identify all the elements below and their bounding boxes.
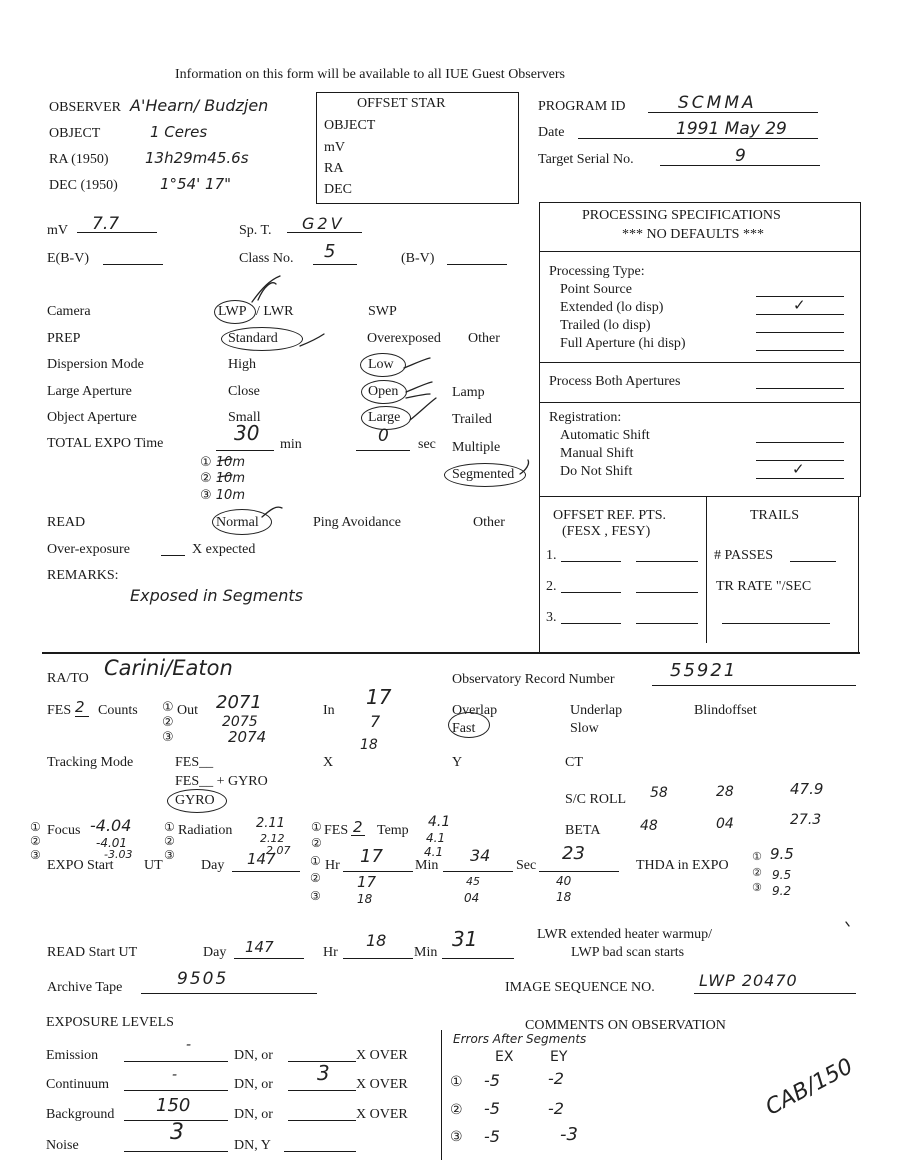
emission-dn-value: - [186,1037,192,1053]
tracking-gyro: GYRO [175,793,215,808]
image-seq-value: LWP 20470 [699,971,798,990]
expo-start-min-2: 45 [466,875,480,888]
object-label: OBJECT [49,126,101,141]
dispersion-label: Dispersion Mode [47,357,144,372]
remarks-value: Exposed in Segments [130,586,303,605]
focus-v1: -4.04 [90,816,132,835]
thda-v2: 9.5 [772,868,792,882]
radiation-label: Radiation [178,823,233,838]
emission-label: Emission [46,1048,99,1063]
expo-start-min-3: 04 [464,891,480,905]
expo-start-hr-label: Hr [325,858,340,873]
total-expo-sec-value: 0 [378,426,389,446]
obs-record-value: 55921 [670,660,738,681]
comments-r2-ex: -5 [484,1099,500,1118]
radiation-v3: 2.07 [266,844,291,857]
emission-dn-or: DN, or [234,1048,273,1063]
overlap-label: Overlap [452,703,498,718]
process-both-label: Process Both Apertures [549,374,681,389]
fes-count-circle-3: ③ [162,730,174,745]
image-seq-label: IMAGE SEQUENCE NO. [505,980,655,995]
blindoffset-label: Blindoffset [694,703,757,718]
focus-v3: -3.03 [104,848,133,861]
fes-count-circle-2: ② [162,715,174,730]
prep-overexposed: Overexposed [367,331,441,346]
expo-start-hr-1: 17 [360,846,383,867]
comments-ey: EY [550,1049,568,1065]
thda-label: THDA in EXPO [636,858,729,873]
continuum-x-value: 3 [317,1061,330,1085]
camera-swp: SWP [368,304,397,319]
comments-r3-ey: -3 [560,1124,578,1145]
no-shift-label: Do Not Shift [560,464,633,479]
processing-type-label: Processing Type: [549,264,645,279]
fes-temp-label: FES [324,823,349,838]
dec-value: 1°54' 17" [160,175,232,193]
spt-label: Sp. T. [239,223,272,238]
offset-ref-subtitle: (FESX , FESY) [562,524,651,539]
expo-start-sec-label: Sec [516,858,537,873]
object-aperture-trailed: Trailed [452,412,492,427]
total-expo-min-value: 30 [234,421,260,445]
remarks-label: REMARKS: [47,568,119,583]
camera-label: Camera [47,304,91,319]
no-shift-checkmark: ✓ [792,460,805,478]
fes-temp-number: 2 [353,818,363,836]
class-no-label: Class No. [239,251,294,266]
form-header: Information on this form will be available to all IUE Guest Observers [175,67,565,82]
mv-label: mV [47,223,68,238]
offset-ref-row-3: 3. [546,610,557,625]
offset-ref-title: OFFSET REF. PTS. [553,508,666,523]
expo-hr-circle-2: ② [310,871,321,885]
fes-in-1: 17 [366,685,392,709]
expo-start-sec-2: 40 [556,874,572,888]
expo-segmented: Segmented [452,467,515,482]
trails-passes: # PASSES [714,548,774,563]
continuum-label: Continuum [46,1077,110,1092]
expo-start-min-label: Min [415,858,439,873]
date-label: Date [538,125,565,140]
large-aperture-close: Close [228,384,260,399]
focus-circle-2: ② [30,834,41,848]
tracking-fes: FES__ [175,755,214,770]
comments-r1-ey: -2 [548,1069,564,1088]
program-id-value: SCMMA [678,93,757,113]
fes-temp-circle-2: ② [311,836,322,850]
fes-out-3: 2074 [228,728,267,746]
comments-r3-id: ③ [450,1129,463,1145]
beta-label: BETA [565,823,601,838]
thda-circle-3: ③ [752,881,762,894]
noise-dn-value: 3 [170,1120,184,1145]
underlap-label: Underlap [570,703,623,718]
focus-circle-3: ③ [30,848,41,862]
comments-r2-id: ② [450,1102,463,1118]
offset-object-label: OBJECT [324,118,376,133]
camera-lwp: LWP [218,304,247,319]
point-source-label: Point Source [560,282,632,297]
expo-start-day-value: 147 [247,850,276,868]
fes-temp-circle-1: ① [311,820,322,834]
focus-circle-1: ① [30,820,41,834]
thda-circle-1: ① [752,850,762,863]
bv-label: (B-V) [401,251,435,266]
mv-value: 7.7 [92,214,120,234]
trails-rate: TR RATE "/SEC [716,579,812,594]
offset-ref-row-1: 1. [546,548,557,563]
fes-counts-label: FES [47,703,72,718]
read-normal: Normal [216,515,259,530]
scroll-v1: 58 [650,785,668,801]
fes-out-1: 2071 [216,692,262,713]
expo-start-ut: UT [144,858,163,873]
fes-temp-v3: 4.1 [424,845,444,859]
expo-start-label: EXPO Start [47,858,114,873]
read-ping: Ping Avoidance [313,515,402,530]
radiation-v2: 2.12 [260,832,285,845]
thda-v3: 9.2 [772,884,792,898]
read-start-min-label: Min [414,945,438,960]
registration-label: Registration: [549,410,622,425]
comments-r2-ey: -2 [548,1099,564,1118]
exposure-levels-title: EXPOSURE LEVELS [46,1015,174,1030]
beta-v1: 48 [640,818,658,834]
offset-ref-row-2: 2. [546,579,557,594]
full-aperture-label: Full Aperture (hi disp) [560,336,686,351]
read-start-day-label: Day [203,945,227,960]
fes-out-label: Out [177,703,198,718]
large-aperture-lamp: Lamp [452,385,485,400]
fes-count-circle-1: ① [162,700,174,715]
fes-temp-label-2: Temp [377,823,409,838]
extended-checkmark: ✓ [793,296,806,314]
offset-star-title: OFFSET STAR [357,96,446,111]
archive-label: Archive Tape [47,980,123,995]
expo-seg-1: ① 10m [200,455,245,470]
target-serial-label: Target Serial No. [538,152,634,167]
slow-label: Slow [570,721,599,736]
read-start-min-value: 31 [452,927,478,951]
lwr-note-1: LWR extended heater warmup/ [537,927,713,942]
radiation-circle-3: ③ [164,848,175,862]
read-start-day-value: 147 [245,938,274,956]
overexposure-label: Over-exposure [47,542,130,557]
object-aperture-small: Small [228,410,261,425]
signature: CAB/150 [761,1054,858,1121]
observer-value: A'Hearn/ Budzjen [130,96,269,115]
read-start-label: READ Start UT [47,945,138,960]
object-value: 1 Ceres [150,123,208,141]
scroll-v3: 47.9 [790,780,824,798]
comments-title: COMMENTS ON OBSERVATION [525,1018,726,1033]
continuum-x-over: X OVER [356,1077,408,1092]
tracking-y: Y [452,755,463,770]
rato-label: RA/TO [47,671,89,686]
read-label: READ [47,515,86,530]
total-expo-min-label: min [280,437,302,452]
overexposure-expected: X expected [192,542,256,557]
tracking-ct: CT [565,755,583,770]
trails-title: TRAILS [750,508,799,523]
radiation-circle-1: ① [164,820,175,834]
archive-value: 9505 [177,969,229,989]
dec-label: DEC (1950) [49,178,118,193]
fes-in-label: In [323,703,335,718]
expo-start-min-1: 34 [470,846,491,865]
thda-v1: 9.5 [770,845,794,863]
scroll-v2: 28 [716,784,734,800]
fes-temp-v2: 4.1 [426,831,446,845]
fes-counts-label-2: Counts [98,703,138,718]
processing-title: PROCESSING SPECIFICATIONS [582,208,781,223]
offset-dec-label: DEC [324,182,352,197]
noise-dn-y: DN, Y [234,1138,271,1153]
manual-shift-label: Manual Shift [560,446,634,461]
ra-label: RA (1950) [49,152,109,167]
lwr-note-2: LWP bad scan starts [571,945,685,960]
program-id-label: PROGRAM ID [538,99,626,114]
auto-shift-label: Automatic Shift [560,428,650,443]
fes-out-2: 2075 [222,714,258,730]
thda-circle-2: ② [752,866,762,879]
comments-subtitle: Errors After Segments [453,1032,587,1046]
prep-label: PREP [47,331,81,346]
processing-subtitle: *** NO DEFAULTS *** [622,227,764,242]
background-dn-value: 150 [156,1095,191,1116]
fes-in-3: 18 [360,737,378,753]
continuum-dn-or: DN, or [234,1077,273,1092]
large-aperture-open: Open [368,384,399,399]
comments-r1-ex: -5 [484,1071,500,1090]
spt-value: G2V [302,214,345,233]
dispersion-high: High [228,357,256,372]
total-expo-sec-label: sec [418,437,436,452]
expo-seg-2: ② 10m [200,471,245,486]
dispersion-low: Low [368,357,394,372]
tracking-fes-gyro: FES__ + GYRO [175,774,268,789]
camera-lwr: / LWR [256,304,294,319]
comments-ex: EX [495,1049,514,1065]
offset-mv-label: mV [324,140,345,155]
expo-start-day-label: Day [201,858,225,873]
radiation-circle-2: ② [164,834,175,848]
obs-record-label: Observatory Record Number [452,672,615,687]
date-value: 1991 May 29 [676,119,787,139]
comments-r3-ex: -5 [484,1127,500,1146]
total-expo-label: TOTAL EXPO Time [47,436,164,451]
comments-r1-id: ① [450,1074,463,1090]
fes-temp-v1: 4.1 [428,814,451,830]
noise-label: Noise [46,1138,79,1153]
expo-start-hr-2: 17 [357,873,377,891]
expo-hr-circle-1: ① [310,854,321,868]
read-other: Other [473,515,505,530]
read-start-hr-value: 18 [366,931,387,950]
prep-standard: Standard [228,331,278,346]
expo-multiple: Multiple [452,440,501,455]
focus-label: Focus [47,823,81,838]
fast-label: Fast [452,721,476,736]
tracking-label: Tracking Mode [47,755,134,770]
fes-in-2: 7 [370,712,381,731]
ra-value: 13h29m45.6s [145,149,249,167]
expo-start-hr-3: 18 [357,892,373,906]
continuum-dn-value: - [172,1067,178,1083]
target-serial-value: 9 [735,146,746,166]
beta-v3: 27.3 [790,812,822,828]
radiation-v1: 2.11 [256,816,285,831]
expo-start-sec-3: 18 [556,890,572,904]
expo-seg-3: ③ 10m [200,488,245,503]
extended-label: Extended (lo disp) [560,300,664,315]
large-aperture-label: Large Aperture [47,384,132,399]
object-aperture-large: Large [368,410,401,425]
prep-other: Other [468,331,500,346]
background-dn-or: DN, or [234,1107,273,1122]
object-aperture-label: Object Aperture [47,410,137,425]
trailed-label: Trailed (lo disp) [560,318,651,333]
background-label: Background [46,1107,115,1122]
offset-ra-label: RA [324,161,344,176]
focus-v2: -4.01 [96,836,128,850]
expo-hr-circle-3: ③ [310,889,321,903]
rato-value: Carini/Eaton [104,656,233,680]
observer-label: OBSERVER [49,100,122,115]
expo-start-sec-1: 23 [562,843,585,864]
ebv-label: E(B-V) [47,251,89,266]
scroll-label: S/C ROLL [565,792,627,807]
class-no-value: 5 [324,241,336,262]
background-x-over: X OVER [356,1107,408,1122]
tracking-x: X [323,755,334,770]
emission-x-over: X OVER [356,1048,408,1063]
beta-v2: 04 [716,816,734,832]
fes-counts-number: 2 [75,698,85,716]
read-start-hr-label: Hr [323,945,338,960]
